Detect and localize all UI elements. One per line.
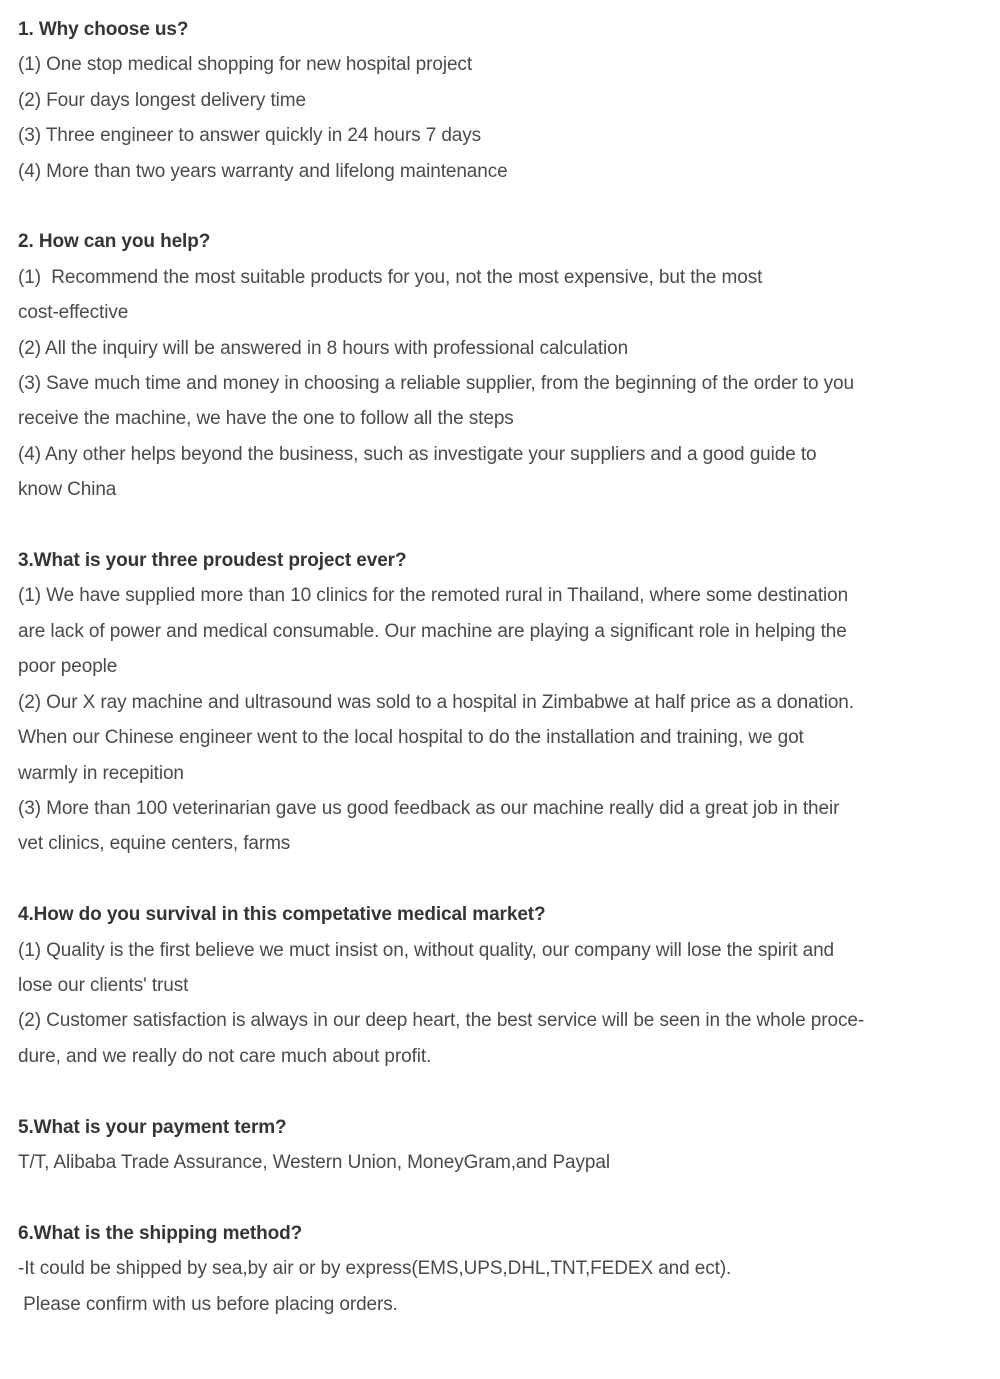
faq-answer-line: know China bbox=[18, 479, 117, 501]
faq-answer-line: -It could be shipped by sea,by air or by express(EMS,UPS,DHL,TNT,FEDEX and ect). bbox=[18, 1258, 732, 1280]
faq-answer-line: (2) All the inquiry will be answered in 8 hours with professional calculation bbox=[18, 337, 629, 359]
faq-answer-line: (3) More than 100 veterinarian gave us good feedback as our machine really did a great job in their bbox=[18, 797, 840, 819]
faq-answer-line: warmly in recepition bbox=[18, 762, 184, 784]
faq-section-proudest-project bbox=[18, 543, 990, 862]
faq-answer-line: (4) Any other helps beyond the business, such as investigate your suppliers and a good guide to bbox=[18, 443, 817, 465]
faq-question: 5.What is your payment term? bbox=[18, 1116, 287, 1138]
faq-answer-line: Please confirm with us before placing orders. bbox=[18, 1293, 398, 1315]
faq-answer-line: (2) Our X ray machine and ultrasound was sold to a hospital in Zimbabwe at half price as a donation. bbox=[18, 691, 854, 713]
faq-answer-line: (1) Quality is the first believe we muct insist on, without quality, our company will lose the spirit and bbox=[18, 939, 835, 961]
faq-answer-line: (2) Four days longest delivery time bbox=[18, 89, 306, 111]
faq-answer-line: (4) More than two years warranty and lifelong maintenance bbox=[18, 160, 508, 182]
faq-answer-line: T/T, Alibaba Trade Assurance, Western Union, MoneyGram,and Paypal bbox=[18, 1151, 610, 1173]
faq-answer-line: (3) Save much time and money in choosing a reliable supplier, from the beginning of the order to you bbox=[18, 373, 854, 395]
faq-question: 6.What is the shipping method? bbox=[18, 1222, 303, 1244]
faq-answer-line: (3) Three engineer to answer quickly in 24 hours 7 days bbox=[18, 125, 482, 147]
faq-section-competitive-market bbox=[18, 897, 990, 1074]
faq-answer-line: lose our clients' trust bbox=[18, 974, 189, 996]
faq-answer-line: poor people bbox=[18, 656, 118, 678]
faq-answer-line: receive the machine, we have the one to follow all the steps bbox=[18, 408, 514, 430]
faq-section-why-choose-us bbox=[18, 12, 990, 189]
faq-answer-line: (1) Recommend the most suitable products for you, not the most expensive, but the most bbox=[18, 266, 763, 288]
faq-question: 2. How can you help? bbox=[18, 231, 211, 253]
faq-answer-line: cost-effective bbox=[18, 302, 129, 324]
faq-answer-line: (1) We have supplied more than 10 clinics for the remoted rural in Thailand, where some destination bbox=[18, 585, 849, 607]
faq-question: 3.What is your three proudest project ever? bbox=[18, 550, 407, 572]
faq-section-shipping-method bbox=[18, 1216, 990, 1322]
faq-section-payment-term bbox=[18, 1110, 990, 1181]
faq-answer-line: (1) One stop medical shopping for new hospital project bbox=[18, 54, 473, 76]
faq-answer-line: When our Chinese engineer went to the local hospital to do the installation and training, we got bbox=[18, 727, 804, 749]
faq-question: 4.How do you survival in this competative medical market? bbox=[18, 904, 546, 926]
faq-question: 1. Why choose us? bbox=[18, 19, 189, 40]
faq-section-how-can-you-help bbox=[18, 224, 990, 507]
faq-answer-line: dure, and we really do not care much about profit. bbox=[18, 1045, 432, 1067]
faq-answer-line: (2) Customer satisfaction is always in our deep heart, the best service will be seen in the whole proce- bbox=[18, 1010, 865, 1032]
faq-answer-line: are lack of power and medical consumable. Our machine are playing a significant role in helping the bbox=[18, 620, 847, 642]
faq-answer-line: vet clinics, equine centers, farms bbox=[18, 833, 291, 855]
